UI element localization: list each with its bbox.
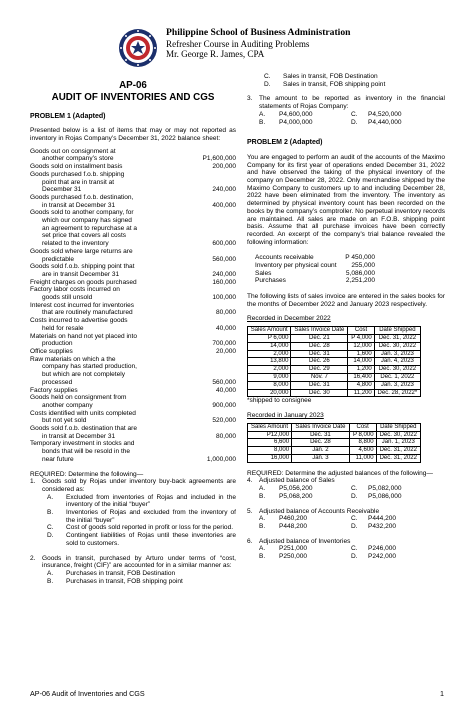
table-cell: Dec. 30 xyxy=(291,389,348,397)
table-cell: Jan. 4, 2023 xyxy=(374,358,420,366)
item-description-line: point that are in transit at xyxy=(42,178,115,186)
item-description-line: Raw materials on which a the xyxy=(30,355,116,363)
table-cell: 6,600 xyxy=(248,439,292,447)
answer-option xyxy=(30,570,236,578)
table-row xyxy=(248,447,421,455)
option-text: Inventories of Rojas and excluded from the inventory of the initial “buyer” xyxy=(66,509,236,524)
school-seal-logo-icon xyxy=(118,28,158,68)
item-description-line: Goods sold on installment basis xyxy=(30,163,123,171)
item-amount: 80,000 xyxy=(215,432,236,440)
right-column xyxy=(247,73,445,561)
question-5-options xyxy=(247,515,445,530)
inventory-item xyxy=(30,394,236,409)
item-description-line: set price that covers all costs xyxy=(42,232,127,240)
option-letter: B. xyxy=(259,118,266,126)
answer-option-row xyxy=(247,515,445,523)
answer-option-row xyxy=(247,553,445,561)
answer-option-row xyxy=(247,523,445,531)
answer-option xyxy=(30,509,236,524)
item-amount: 20,000 xyxy=(215,347,236,355)
question-2-options-continued xyxy=(247,73,445,88)
column-header: Cost xyxy=(349,423,376,431)
table-header-row xyxy=(248,327,421,335)
option-value: P246,000 xyxy=(368,545,397,553)
teacher-name: Mr. George R. James, CPA xyxy=(166,49,265,59)
footer-label: AP-06 Audit of Inventories and CGS xyxy=(30,689,145,698)
answer-option-row xyxy=(247,119,445,127)
table-cell: 8,800 xyxy=(349,439,376,447)
item-description-line: Goods purchased f.o.b. destination, xyxy=(30,193,134,201)
table-cell: P 6,000 xyxy=(248,334,291,342)
item-description-line: Costs incurred to advertise goods xyxy=(30,317,128,325)
item-amount: 520,000 xyxy=(212,417,236,425)
table-cell: Jan. 3, 2023 xyxy=(374,381,420,389)
column-header: Sales Amount xyxy=(248,327,291,335)
item-description-line: are in transit December 31 xyxy=(42,270,120,278)
item-description-line: Interest cost incurred for inventories xyxy=(30,301,135,309)
item-description-line: another company xyxy=(42,401,93,409)
inventory-item xyxy=(30,302,236,317)
option-letter: D. xyxy=(351,553,358,560)
question-2 xyxy=(30,555,236,570)
table-cell: Dec. 26 xyxy=(291,358,348,366)
inventory-item xyxy=(30,425,236,440)
table-cell: 16,000 xyxy=(248,454,292,462)
problem1-intro: Presented below is a list of items that may or may not reported as inventory in Rojas Company’s December 31, 2022 balance sheet: xyxy=(30,127,236,142)
course-name: Refresher Course in Auditing Problems xyxy=(166,38,310,49)
answer-option-row xyxy=(247,545,445,553)
inventory-item xyxy=(30,171,236,194)
option-value: P4,600,000 xyxy=(279,110,313,118)
table-cell: 4,800 xyxy=(348,381,374,389)
table-cell: Dec. 30, 2022 xyxy=(376,431,420,439)
option-letter: A. xyxy=(259,515,266,523)
table-row xyxy=(248,439,421,447)
item-description-line: Costs identified with units completed xyxy=(30,409,136,417)
option-letter: A. xyxy=(259,110,266,118)
column-header: Sales Invoice Date xyxy=(292,423,350,431)
table-cell: 2,000 xyxy=(248,366,291,374)
item-amount: P1,600,000 xyxy=(202,155,236,163)
table-cell: 14,000 xyxy=(348,358,374,366)
answer-option xyxy=(30,532,236,547)
answer-option xyxy=(30,524,236,532)
table-cell: Dec. 31 xyxy=(292,431,350,439)
question-1 xyxy=(30,478,236,493)
account-balance: 255,000 xyxy=(351,262,375,270)
table-cell: Jan. 3, 2023 xyxy=(374,350,420,358)
table-cell: 12,000 xyxy=(348,342,374,350)
item-amount: 560,000 xyxy=(212,378,236,386)
table-cell: Jan. 3 xyxy=(292,454,350,462)
item-description-line: an agreement to repurchase at a xyxy=(42,224,137,232)
question-2-options xyxy=(30,570,236,585)
table-cell: 2,000 xyxy=(248,350,291,358)
inventory-item xyxy=(30,163,236,171)
item-amount: 1,000,000 xyxy=(206,455,236,463)
item-description-line: December 31 xyxy=(42,186,82,194)
item-description-line: bonds that will be resold in the xyxy=(42,448,131,456)
question-4-options xyxy=(247,485,445,500)
option-value: P4,440,000 xyxy=(368,118,402,126)
item-description-line: Goods sold where large returns are xyxy=(30,247,133,255)
item-amount: 80,000 xyxy=(215,309,236,317)
inventory-item xyxy=(30,279,236,287)
item-description-line: company has started production, xyxy=(42,363,137,371)
december-table-title: Recorded in December 2022 xyxy=(247,315,331,323)
question-3-options xyxy=(247,111,445,126)
trial-balance-excerpt xyxy=(247,254,445,285)
inventory-item-list xyxy=(30,148,236,464)
item-amount: 600,000 xyxy=(212,240,236,248)
inventory-item xyxy=(30,209,236,248)
account-row xyxy=(247,262,445,270)
option-letter: A. xyxy=(47,569,54,577)
item-description-line: goods still unsold xyxy=(42,294,93,302)
question-text: Goods sold by Rojas under inventory buy-back agreements are considered as: xyxy=(42,478,236,493)
option-value: P5,056,200 xyxy=(279,485,313,493)
account-name: Inventory per physical count xyxy=(255,262,337,270)
option-text: Sales in transit, FOB Destination xyxy=(283,73,378,80)
question-3 xyxy=(247,95,445,110)
option-text: Purchases in transit, FOB Destination xyxy=(66,569,176,577)
table-row xyxy=(248,454,421,462)
inventory-item xyxy=(30,148,236,163)
option-text: Excluded from inventories of Rojas and included in the inventory of the initial “buyer” xyxy=(66,493,236,509)
account-balance: 2,251,200 xyxy=(345,277,375,285)
item-amount: 700,000 xyxy=(212,340,236,348)
item-amount: 400,000 xyxy=(212,201,236,209)
table-cell: 1,600 xyxy=(348,350,374,358)
table-cell: Dec. 28 xyxy=(291,342,348,350)
doc-code: AP-06 xyxy=(119,80,147,91)
table-row xyxy=(248,431,421,439)
account-row xyxy=(247,270,445,278)
option-text: Cost of goods sold reported in profit or loss for the period. xyxy=(66,524,234,532)
item-amount: 40,000 xyxy=(215,386,236,394)
item-description-line: near future xyxy=(42,455,74,463)
required2-label: REQUIRED: Determine the adjusted balances of the following— xyxy=(247,469,433,477)
column-header: Date Shipped xyxy=(374,327,420,335)
school-name: Philippine School of Business Administration xyxy=(166,27,351,38)
table-header-row xyxy=(248,423,421,431)
question-6-options xyxy=(247,545,445,560)
table-cell: 4,600 xyxy=(349,447,376,455)
december-sales-table xyxy=(247,326,421,397)
question-number: 4. xyxy=(247,477,253,485)
answer-option-row xyxy=(247,485,445,493)
account-row xyxy=(247,254,445,262)
option-letter: C. xyxy=(351,515,358,523)
table-row xyxy=(248,381,421,389)
item-description-line: processed xyxy=(42,378,73,386)
question-text: Adjusted balance of Sales xyxy=(259,477,335,485)
item-description-line: related to the inventory xyxy=(42,240,109,248)
answer-option xyxy=(30,578,236,586)
option-letter: A. xyxy=(259,485,266,493)
item-description-line: held for resale xyxy=(42,324,84,332)
table-cell: Dec. 31 xyxy=(291,381,348,389)
answer-option xyxy=(30,494,236,509)
table-row xyxy=(248,342,421,350)
table-cell: Dec. 31, 2022 xyxy=(376,447,420,455)
table-row xyxy=(248,373,421,381)
problem1-heading: PROBLEM 1 (Adapted) xyxy=(30,112,106,120)
inventory-item xyxy=(30,356,236,387)
item-amount: 160,000 xyxy=(212,278,236,286)
option-text: Contingent liabilities of Rojas until these inventories are sold to customers. xyxy=(66,532,236,547)
table-cell: 1,200 xyxy=(348,366,374,374)
table-cell: Dec. 1, 2022 xyxy=(374,373,420,381)
option-value: P5,086,000 xyxy=(368,492,402,500)
item-description-line: Goods held on consignment from xyxy=(30,394,127,402)
question-4 xyxy=(247,477,445,485)
item-description-line: Freight charges on goods purchased xyxy=(30,278,137,286)
inventory-item xyxy=(30,440,236,463)
item-amount: 240,000 xyxy=(212,186,236,194)
inventory-item xyxy=(30,286,236,301)
table-cell: Dec. 29 xyxy=(291,366,348,374)
item-amount: 900,000 xyxy=(212,401,236,409)
table-cell: 11,000 xyxy=(349,454,376,462)
sales-list-intro: The following lists of sales invoice are entered in the sales books for the months of December 2022 and January 2023 respectively. xyxy=(247,293,445,308)
option-letter: D. xyxy=(351,118,358,126)
item-description-line: production xyxy=(42,340,73,348)
item-description-line: Goods sold f.o.b. shipping point that xyxy=(30,263,135,271)
account-row xyxy=(247,277,445,285)
option-letter: D. xyxy=(264,80,271,88)
table-cell: Dec. 31, 2022 xyxy=(376,454,420,462)
option-letter: B. xyxy=(259,492,266,500)
question-1-options xyxy=(30,494,236,548)
item-description-line: predictable xyxy=(42,255,75,263)
account-name: Accounts receivable xyxy=(255,254,314,262)
option-value: P432,200 xyxy=(368,522,397,530)
option-value: P444,200 xyxy=(368,515,397,523)
table-cell: P12,000 xyxy=(248,431,292,439)
question-number: 6. xyxy=(247,537,253,545)
inventory-item xyxy=(30,387,236,395)
table-cell: Dec. 21 xyxy=(291,334,348,342)
left-column xyxy=(30,80,236,585)
table-cell: 14,000 xyxy=(248,342,291,350)
option-letter: A. xyxy=(47,493,54,501)
option-letter: B. xyxy=(259,522,266,530)
option-value: P251,000 xyxy=(279,545,308,553)
table-cell: 16,400 xyxy=(348,373,374,381)
answer-option xyxy=(247,73,445,81)
option-letter: B. xyxy=(47,577,54,585)
option-letter: C. xyxy=(47,524,54,532)
item-description-line: Materials on hand not yet placed into xyxy=(30,332,138,340)
item-description-line: but which are not completely xyxy=(42,371,125,379)
option-value: P4,000,000 xyxy=(279,118,313,126)
item-description-line: Office supplies xyxy=(30,347,73,355)
table-cell: 8,000 xyxy=(248,447,292,455)
item-amount: 240,000 xyxy=(212,270,236,278)
option-value: P448,200 xyxy=(279,522,308,530)
january-sales-table xyxy=(247,423,421,463)
table-row xyxy=(248,366,421,374)
account-name: Purchases xyxy=(255,277,286,285)
item-description-line: Factory supplies xyxy=(30,386,78,394)
inventory-item xyxy=(30,333,236,348)
column-header: Date Shipped xyxy=(376,423,420,431)
table-row xyxy=(248,389,421,397)
option-text: Sales in transit, FOB shipping point xyxy=(283,80,386,88)
question-6 xyxy=(247,538,445,546)
column-header: Cost xyxy=(348,327,374,335)
option-letter: D. xyxy=(351,522,358,530)
item-amount: 560,000 xyxy=(212,255,236,263)
table-row xyxy=(248,350,421,358)
document-header xyxy=(166,28,350,60)
table-cell: Dec. 31, 2022 xyxy=(374,334,420,342)
item-description-line: Goods sold to another company, for xyxy=(30,209,134,217)
table-cell: Dec. 30, 2022 xyxy=(374,342,420,350)
item-description-line: in transit at December 31 xyxy=(42,201,116,209)
option-value: P5,082,000 xyxy=(368,485,402,493)
column-header: Sales Amount xyxy=(248,423,292,431)
table-cell: Nov. 7 xyxy=(291,373,348,381)
inventory-item xyxy=(30,348,236,356)
problem2-heading: PROBLEM 2 (Adapted) xyxy=(247,139,323,147)
question-number: 3. xyxy=(247,95,253,103)
item-description-line: Goods purchased f.o.b. shipping xyxy=(30,170,125,178)
table-cell: P 8,000 xyxy=(349,431,376,439)
option-letter: C. xyxy=(351,485,358,493)
item-description-line: another company’s store xyxy=(42,155,114,163)
answer-option xyxy=(247,81,445,89)
table-cell: Dec. 31 xyxy=(291,350,348,358)
option-value: P460,200 xyxy=(279,515,308,523)
table-cell: 8,000 xyxy=(248,381,291,389)
table-cell: 20,000 xyxy=(248,389,291,397)
problem2-text: You are engaged to perform an audit of the accounts of the Maximo Company for its first year of operations ended December 31, 2022 and have observed the taking of the physical inventory of the company on December 28, 2022. Only merchandise shipped by the Maximo Company to customers up to and including December 28, 2022 have been eliminated from the inventory. The inventory as determined by physical inventory count has been recorded on the books by the company’s comptroller. No perpetual inventory records are maintained. All sales are made on an F.O.B. shipping point basis. Assume that all purchase invoices have been correctly recorded. An excerpt of the company’s trial balance revealed the following information: xyxy=(247,153,445,246)
question-number: 2. xyxy=(30,554,36,562)
option-letter: C. xyxy=(351,110,358,118)
january-table-title: Recorded in January 2023 xyxy=(247,412,324,420)
item-description-line: Factory labor costs incurred on xyxy=(30,286,120,294)
page-number: 1 xyxy=(440,689,444,698)
account-balance: 5,086,000 xyxy=(345,269,375,277)
inventory-item xyxy=(30,248,236,263)
account-name: Sales xyxy=(255,269,272,277)
item-description-line: but not yet sold xyxy=(42,417,87,425)
item-amount: 40,000 xyxy=(215,324,236,332)
option-letter: B. xyxy=(47,509,54,517)
option-letter: D. xyxy=(351,492,358,500)
option-letter: B. xyxy=(259,553,266,560)
answer-option-row xyxy=(247,111,445,119)
item-description-line: that are routinely manufactured xyxy=(42,309,133,317)
question-5 xyxy=(247,508,445,516)
account-balance: P 450,000 xyxy=(345,254,375,262)
table-footnote: *shipped to consignee xyxy=(247,397,312,405)
table-cell: 13,800 xyxy=(248,358,291,366)
option-letter: C. xyxy=(351,545,358,553)
option-value: P4,520,000 xyxy=(368,110,402,118)
option-letter: D. xyxy=(47,532,54,540)
column-header: Sales Invoice Date xyxy=(291,327,348,335)
table-cell: P 4,000 xyxy=(348,334,374,342)
question-text: Adjusted balance of Inventories xyxy=(259,537,351,545)
question-text: The amount to be reported as inventory in the financial statements of Rojas Company: xyxy=(259,95,445,111)
option-value: P5,068,200 xyxy=(279,492,313,500)
required-label: REQUIRED: Determine the following— xyxy=(30,470,144,478)
item-amount: 100,000 xyxy=(212,294,236,302)
table-cell: 9,000 xyxy=(248,373,291,381)
table-cell: Dec. 28 xyxy=(292,439,350,447)
item-amount: 200,000 xyxy=(212,163,236,171)
question-number: 1. xyxy=(30,478,36,486)
question-text: Adjusted balance of Accounts Receivable xyxy=(259,507,380,515)
table-cell: Jan. 2 xyxy=(292,447,350,455)
inventory-item xyxy=(30,263,236,278)
inventory-item xyxy=(30,317,236,332)
table-cell: 11,200 xyxy=(348,389,374,397)
option-value: P242,000 xyxy=(368,553,397,560)
item-description-line: Goods sold f.o.b. destination that are xyxy=(30,425,138,433)
option-letter: A. xyxy=(259,545,266,553)
inventory-item xyxy=(30,194,236,209)
item-description-line: which our company has signed xyxy=(42,217,132,225)
item-description-line: in transit at December 31 xyxy=(42,432,116,440)
doc-title: AUDIT OF INVENTORIES AND CGS xyxy=(51,91,215,103)
option-value: P250,000 xyxy=(279,553,308,560)
question-text: Goods in transit, purchased by Arturo under terms of “cost, insurance, freight (CIF)” are accounted for in a similar manner as: xyxy=(42,554,236,570)
table-row xyxy=(248,334,421,342)
answer-option-row xyxy=(247,493,445,501)
option-letter: C. xyxy=(264,73,271,80)
question-number: 5. xyxy=(247,507,253,515)
table-cell: Jan. 1, 2023 xyxy=(376,439,420,447)
table-row xyxy=(248,358,421,366)
item-description-line: Temporary investment in stocks and xyxy=(30,440,135,448)
inventory-item xyxy=(30,410,236,425)
table-cell: Dec. 28, 2022* xyxy=(374,389,420,397)
page-footer xyxy=(30,689,444,698)
item-description-line: Goods out on consignment at xyxy=(30,147,116,155)
option-text: Purchases in transit, FOB shipping point xyxy=(66,577,183,585)
table-cell: Dec. 30, 2022 xyxy=(374,366,420,374)
